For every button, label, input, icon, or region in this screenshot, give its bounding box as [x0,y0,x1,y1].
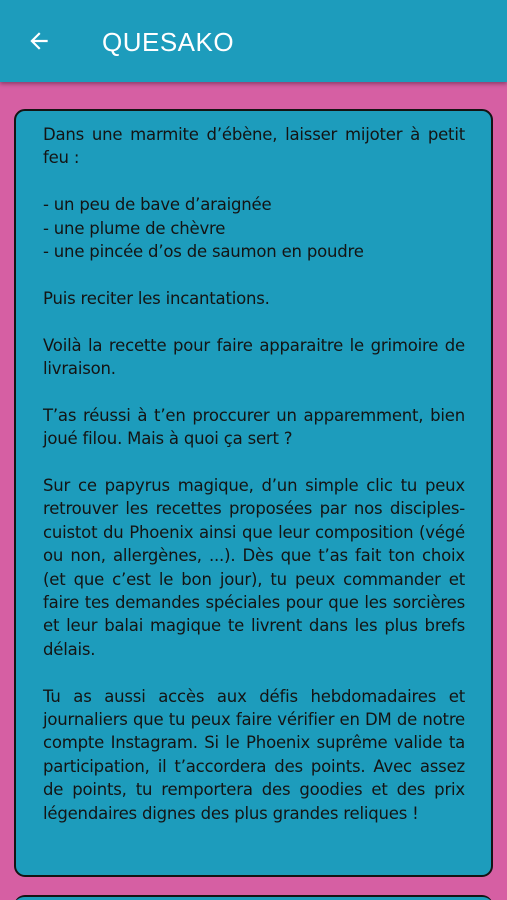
list-item: - une plume de chèvre [43,218,226,238]
next-card-edge [14,895,493,900]
intro-paragraph: Dans une marmite d’ébène, laisser mijoter à petit feu : [43,125,465,168]
list-item: - un peu de bave d’araignée [43,195,272,215]
app-bar [0,0,507,82]
challenges-paragraph: Tu as aussi accès aux défis hebdomadaires et journaliers que tu peux faire vérifier en DM de notre compte Instagram. Si le Phoenix suprême valide ta participation, il t’accordera des points. Avec assez de points, tu remportera des goodies et des prix légendaires dignes des plus grandes reliques ! [43,686,465,823]
question-paragraph: T’as réussi à t’en proccurer un apparemment, bien joué filou. Mais à quoi ça sert ? [43,405,465,449]
arrow-left-icon [26,28,52,54]
back-button[interactable] [24,26,54,56]
description-paragraph: Sur ce papyrus magique, d’un simple clic tu peux retrouver les recettes proposées par nos disciples-cuistot du Phoenix ainsi que leur composition (végé ou non, allergènes, ...). Dès que t’as fait ton choix (et que c’est le bon jour), tu peux commander et faire tes demandes spéciales pour que les sorcières et leur balai magique te livrent dans les plus brefs délais. [43,476,465,659]
page-title: QUESAKO [102,27,235,57]
recipe-paragraph: Voilà la recette pour faire apparaitre le grimoire de livraison. [43,335,465,379]
list-item: - une pincée d’os de saumon en poudre [43,242,364,262]
info-card [14,109,493,877]
ingredients-list [43,193,465,263]
incantations-paragraph: Puis reciter les incantations. [43,288,270,308]
card-text [43,123,465,825]
